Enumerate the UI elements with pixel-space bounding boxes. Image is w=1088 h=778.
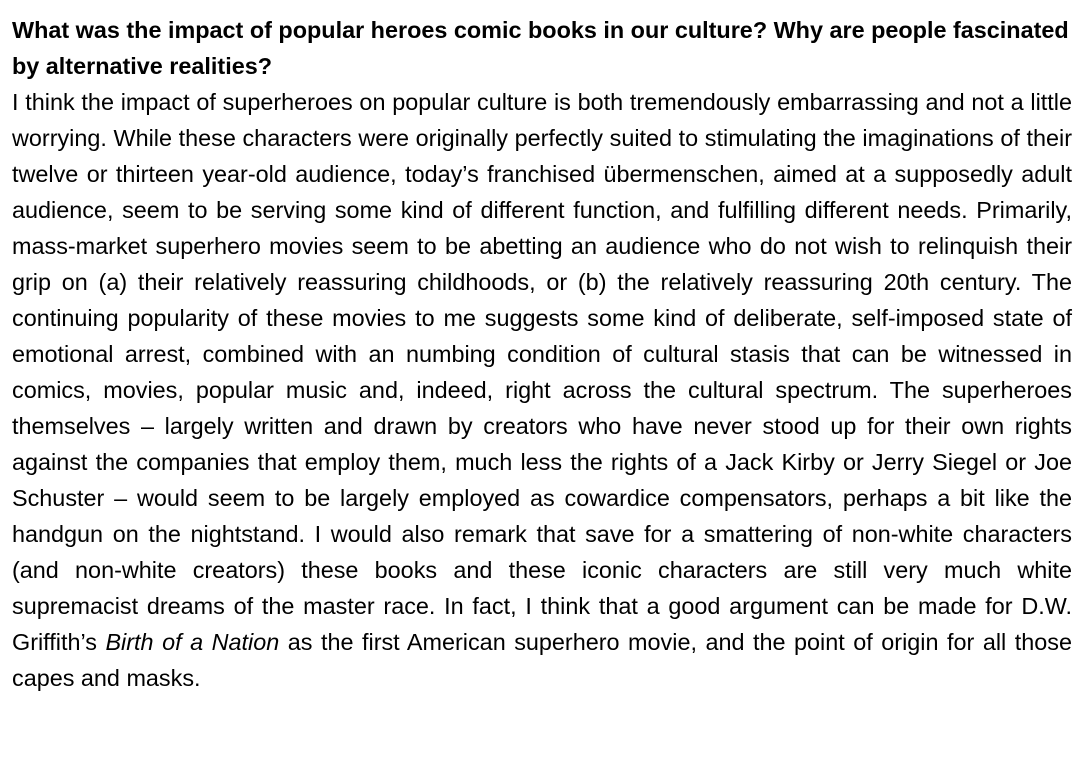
answer-text-part-1: I think the impact of superheroes on popular culture is both tremendously embarrassing and not a little worrying. While these characters were originally perfectly suited to stimulating the imaginations of their twelve or thirteen year-old audience, today’s franchised übermenschen, aimed at a supposedly adult audience, seem to be serving some kind of different function, and fulfilling different needs. Primarily, mass-market superhero movies seem to be abetting an audience who do not wish to relinquish their grip on (a) their relatively reassuring childhoods, or (b) the relatively reassuring 20th century. The continuing popularity of these movies to me suggests some kind of deliberate, self-imposed state of emotional arrest, combined with an numbing condition of cultural stasis that can be witnessed in comics, movies, popular music and, indeed, right across the cultural spectrum. The superheroes themselves – largely written and drawn by creators who have never stood up for their own rights against the companies that employ them, much less the rights of a Jack Kirby or Jerry Siegel or Joe Schuster – would seem to be largely employed as cowardice compensators, perhaps a bit like the handgun on the nightstand. I would also remark that save for a smattering of non-white characters (and non-white creators) these books and these iconic characters are still very much white supremacist dreams of the master race. In fact, I think that a good argument can be made for D.W. Griffith’s bbox=[12, 89, 1072, 655]
question-heading: What was the impact of popular heroes comic books in our culture? Why are people fascinated by alternative realities? bbox=[12, 17, 1069, 79]
document-body bbox=[12, 12, 1072, 696]
film-title: Birth of a Nation bbox=[105, 629, 280, 655]
answer-paragraph bbox=[12, 84, 1072, 696]
answer-text-part-2: as the first American superhero movie, and the point of origin for all those capes and masks. bbox=[12, 629, 1072, 691]
